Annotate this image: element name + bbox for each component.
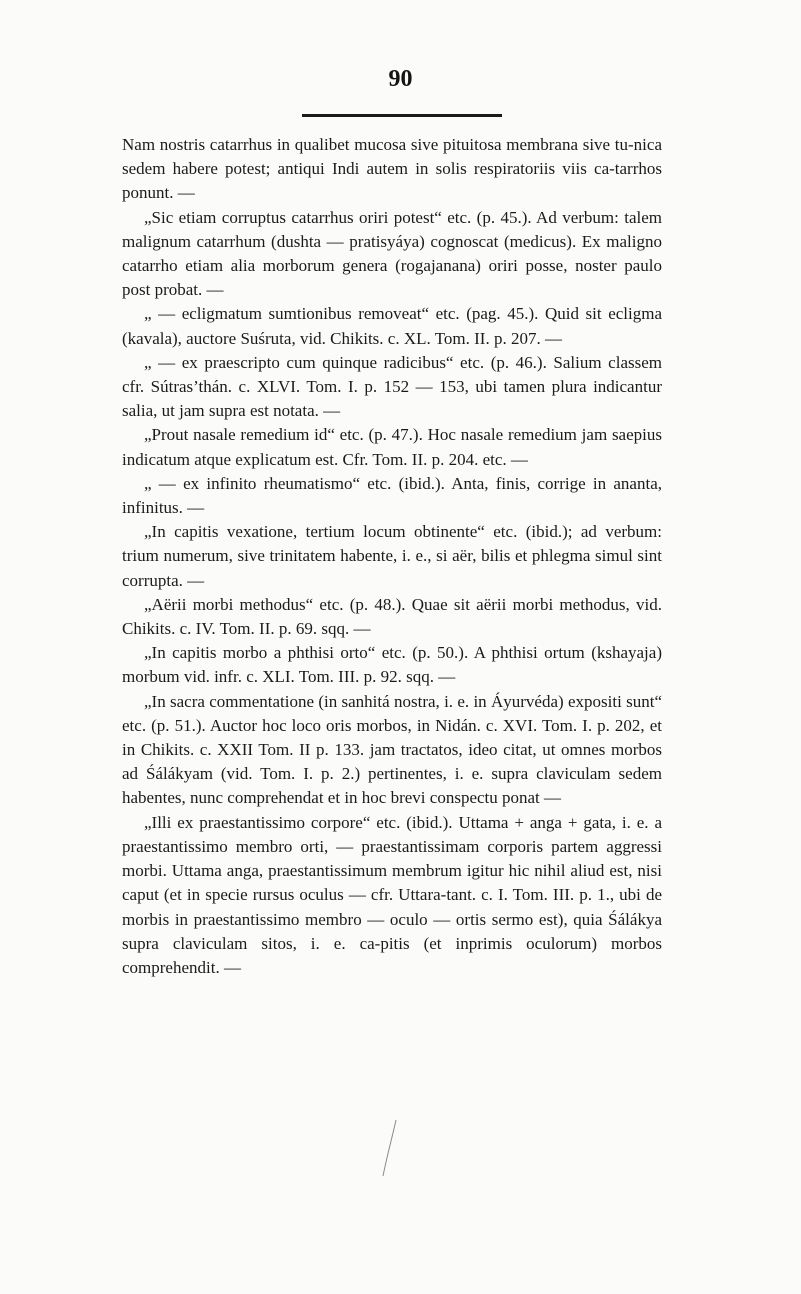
header-rule bbox=[302, 114, 502, 117]
paragraph: „ — ex praescripto cum quinque radicibus“ etc. (p. 46.). Salium classem cfr. Sútras’thán. c. XLVI. Tom. I. p. 152 — 153, ubi tamen plura indicantur salia, ut jam supra est notata. — bbox=[122, 352, 662, 421]
paragraph: „ — ex infinito rheumatismo“ etc. (ibid.). Anta, finis, corrige in ananta, infinitus. — bbox=[122, 473, 662, 518]
paragraph: „In capitis vexatione, tertium locum obtinente“ etc. (ibid.); ad verbum: trium numerum, sive trinitatem habente, i. e., si aër, bilis et phlegma simul sint corrupta. — bbox=[122, 522, 662, 590]
paragraph: „In capitis morbo a phthisi orto“ etc. (p. 50.). A phthisi ortum (kshayaja) morbum vid. infr. c. XLI. Tom. III. p. 92. sqq. — bbox=[122, 643, 662, 687]
paragraph: „In sacra commentatione (in sanhitá nostra, i. e. in Áyurvéda) expositi sunt“ etc. (p. 51.). Auctor hoc loco oris morbos, in Nidán. c. XVI. Tom. I. p. 202, et in Chikits. c. XXII Tom. II p. 133. jam tractatos, ideo citat, ut omnes morbos ad Śálákyam (vid. Tom. I. p. 2.) pertinentes, i. e. supra claviculam sedem habentes, nunc comprehendat et in hoc brevi conspectu ponat — bbox=[122, 691, 662, 808]
paragraph: Nam nostris catarrhus in qualibet mucosa sive pituitosa membrana sive tu‑nica sedem habere potest; antiqui Indi autem in solis respiratoriis viis ca‑tarrhos ponunt. — bbox=[122, 135, 662, 203]
pencil-mark bbox=[382, 1118, 398, 1178]
page-number: 90 bbox=[388, 66, 413, 92]
paragraph: „ — ecligmatum sumtionibus removeat“ etc. (pag. 45.). Quid sit ecligma (kavala), auctore Suśruta, vid. Chikits. c. XL. Tom. II. p. 207. — bbox=[122, 304, 662, 348]
paragraph: „Sic etiam corruptus catarrhus oriri potest“ etc. (p. 45.). Ad verbum: talem malignum catarrhum (dushta — pratisyáya) cognoscat (medicus). Ex maligno catarrho etiam alia morborum genera (rogajanana) oriri posse, noster paulo post probat. — bbox=[122, 207, 662, 300]
paragraph: „Prout nasale remedium id“ etc. (p. 47.). Hoc nasale remedium jam saepius indicatum atque explicatum est. Cfr. Tom. II. p. 204. etc. — bbox=[122, 425, 662, 469]
paragraph: „Illi ex praestantissimo corpore“ etc. (ibid.). Uttama + anga + gata, i. e. a praestantissimo membro orti, — praestantissimam corporis partem aggressi morbi. Uttama anga, praestantissimum membrum igitur hic nihil aliud est, nisi caput (et in specie rursus oculus — cfr. Uttara-tant. c. I. Tom. III. p. 1., ubi de morbis in praestantissimo membro — oculo — ortis sermo est), quia Śálákya supra claviculam sitos, i. e. ca‑pitis (et inprimis oculorum) morbos comprehendit. — bbox=[122, 812, 662, 977]
commentary-text bbox=[122, 133, 662, 980]
paragraph: „Aërii morbi methodus“ etc. (p. 48.). Quae sit aërii morbi methodus, vid. Chikits. c. IV. Tom. II. p. 69. sqq. — bbox=[122, 594, 662, 639]
